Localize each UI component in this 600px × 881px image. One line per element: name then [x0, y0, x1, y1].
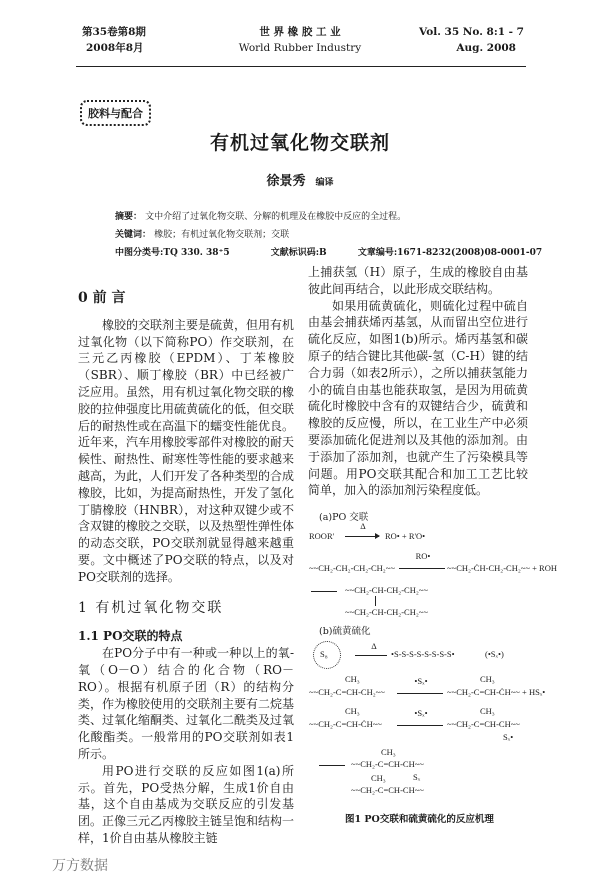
- volume-date: Aug. 2008: [456, 42, 516, 54]
- section-tag: 胶料与配合: [80, 100, 151, 126]
- arrow-icon: [399, 568, 445, 569]
- paragraph: 如果用硫黄硫化，则硫化过程中硫自由基会捕获烯丙基氢，从而留出空位进行硫化反应，如图1(b)所示。烯丙基氢和碳原子的结合键比其他碳-氢（C-H）键的结合力弱（如表2所示），之所以捕获氢能力小的硫自由基也能获取氢，是因为用硫黄硫化时橡胶中含有的双键结合少，硫黄和橡胶的反应慢，所以，在工业生产中必须要添加硫化促进剂以及其他的添加剂。由于添加了添加剂，也就产生了污染模具等问题。用PO交联其配合和加工工艺比较简单，加入的添加剂污染程度低。: [308, 298, 528, 498]
- volume-pages: Vol. 35 No. 8:1 - 7: [419, 26, 524, 38]
- figure-1: [305, 507, 557, 807]
- header-rule: [76, 66, 526, 67]
- crosslink-bond: [375, 596, 376, 606]
- crosslink-chain-top: ~~CH₂-CH-CH₂-CH₂~~: [345, 585, 429, 595]
- methyl-group: CH₃: [480, 706, 495, 716]
- paragraph: 用PO进行交联的反应如图1(a)所示。首先，PO受热分解，生成1价自由基，这个自由基成为交联反应的引发基团。正像三元乙丙橡胶主链呈饱和结构一样，1价自由基从橡胶主链: [78, 763, 295, 845]
- figure-caption: 图1 PO交联和硫黄硫化的反应机理: [345, 814, 494, 825]
- sulfur-ring-label: S₈: [320, 649, 328, 659]
- product-radicals: RO• + R'O•: [385, 531, 426, 541]
- abstract-text: 文中介绍了过氧化物交联、分解的机理及在橡胶中反应的全过程。: [145, 212, 407, 222]
- arrowhead-icon: [375, 533, 380, 539]
- issue-date: 2008年8月: [86, 42, 144, 54]
- journal-name: [220, 24, 380, 56]
- sulfur-radical-label: •Sₓ•: [414, 708, 428, 718]
- sulfur-bridge: Sₓ: [413, 772, 421, 782]
- clc-number: 中图分类号:TQ 330. 38⁺5: [115, 248, 230, 258]
- author-name: 徐景秀: [266, 174, 306, 189]
- section-heading-1: 1 有机过氧化物交联: [78, 599, 224, 616]
- keywords-label: 关键词：: [115, 230, 152, 240]
- methyl-group: CH₃: [345, 674, 360, 684]
- issue-number: 第35卷第8期: [82, 26, 146, 38]
- crosslink-chain-bottom: ~~CH₂-CH-CH₂-CH₂~~: [345, 607, 429, 617]
- section-heading-1-1: 1.1 PO交联的特点: [78, 629, 183, 644]
- watermark: 万方数据: [52, 858, 108, 874]
- paragraph: 在PO分子中有一种或一种以上的氧-氧（O－O）结合的化合物（RO－RO）。根据有机原子团（R）的结构分类，作为橡胶使用的交联剂主要有二烷基类、过氧化缩酮类、过氧化二酰类及过氧化酸酯类。一般常用的PO交联剂如表1所示。: [78, 646, 295, 761]
- volume-info: [400, 24, 524, 56]
- arrow-icon: [355, 655, 387, 656]
- arrow-icon: [311, 591, 337, 592]
- keywords: [115, 228, 289, 242]
- arrow-icon: [397, 725, 443, 726]
- section-heading-0: 0 前 言: [78, 290, 126, 306]
- article-number: 文章编号:1671-8232(2008)08-0001-07: [357, 248, 543, 258]
- methyl-group: CH₃: [381, 747, 396, 757]
- crosslinked-chain-bottom: ~~CH₂-C=CH-CH~~: [351, 785, 424, 795]
- arrow-icon: [319, 765, 345, 766]
- reactant-peroxide: ROOR': [309, 531, 335, 541]
- keywords-text: 橡胶；有机过氧化物交联剂；交联: [154, 230, 290, 240]
- rubber-radical: ~~CH₂-ĊH-CH₂-CH₂~~ + ROH: [447, 563, 557, 573]
- heat-label: Δ: [371, 641, 377, 651]
- document-code: 文献标识码:B: [270, 248, 327, 258]
- figure-part-a-label: (a)PO 交联: [319, 512, 369, 523]
- right-column: [308, 264, 528, 499]
- heat-label: Δ: [360, 521, 366, 531]
- abstract: [115, 210, 406, 224]
- arrow-icon: [397, 693, 443, 694]
- sulfur-radical-note: (•Sₓ•): [485, 649, 504, 659]
- polyene-chain: ~~CH₂-C=CH-CH₂~~: [309, 687, 385, 697]
- journal-name-cn: 世 界 橡 胶 工 业: [259, 26, 341, 38]
- ro-radical-label: RO•: [415, 551, 431, 561]
- methyl-group: CH₃: [345, 706, 360, 716]
- sulfurated-chain: ~~CH₂-C=CH-CH~~: [447, 719, 520, 729]
- author-line: [0, 170, 600, 189]
- arrow-icon: [345, 536, 379, 537]
- abstract-label: 摘要：: [115, 212, 143, 222]
- paragraph: 橡胶的交联剂主要是硫黄，但用有机过氧化物（以下简称PO）作交联剂，在三元乙丙橡胶（EPDM）、丁苯橡胶（SBR）、顺丁橡胶（BR）中已经被广泛应用。虽然，用有机过氧化物交联的橡胶的拉伸强度比用硫黄硫化的低，但交联后的耐热性或在高温下的蠕变性能优良。近年来，汽车用橡胶零部件对橡胶的耐天候性、耐热性、耐寒性等性能的要求越来越高，为此，人们开发了各种类型的合成橡胶，比如，为提高耐热性，开发了氢化丁腈橡胶（HNBR），对这种双键少或不含双键的橡胶之交联，以及热塑性弹性体的动态交联，PO交联剂就显得越来越重要。文中概述了PO交联的特点，以及对PO交联剂的选择。: [78, 317, 295, 584]
- figure-part-b-label: (b)硫黄硫化: [319, 626, 371, 637]
- article-title: 有机过氧化物交联剂: [209, 132, 390, 154]
- left-column: [78, 290, 294, 847]
- sulfur-radical-label: •Sₓ•: [414, 676, 428, 686]
- methyl-group: CH₃: [371, 773, 386, 783]
- sulfur-chain: •S-S-S-S-S-S-S-S•: [391, 649, 455, 659]
- methyl-group: CH₃: [480, 674, 495, 684]
- crosslinked-chain-top: ~~CH₂-C=CH-CH~~: [351, 759, 424, 769]
- pendant-sulfur: Sₓ•: [503, 732, 514, 742]
- author-role: 编译: [315, 178, 334, 188]
- classification-line: [115, 246, 542, 260]
- journal-issue: [82, 24, 146, 56]
- allyl-radical: ~~CH₂-C=CH-ĊH~~: [309, 719, 382, 729]
- journal-name-en: World Rubber Industry: [238, 42, 362, 54]
- rubber-chain: ~~CH₂-CH₂-CH₂-CH₂~~: [309, 563, 395, 573]
- paragraph: 上捕获氢（H）原子，生成的橡胶自由基彼此间再结合，以此形成交联结构。: [308, 265, 528, 296]
- allyl-radical: ~~CH₂-C=CH-ĊH~~ + HSₓ•: [447, 687, 546, 697]
